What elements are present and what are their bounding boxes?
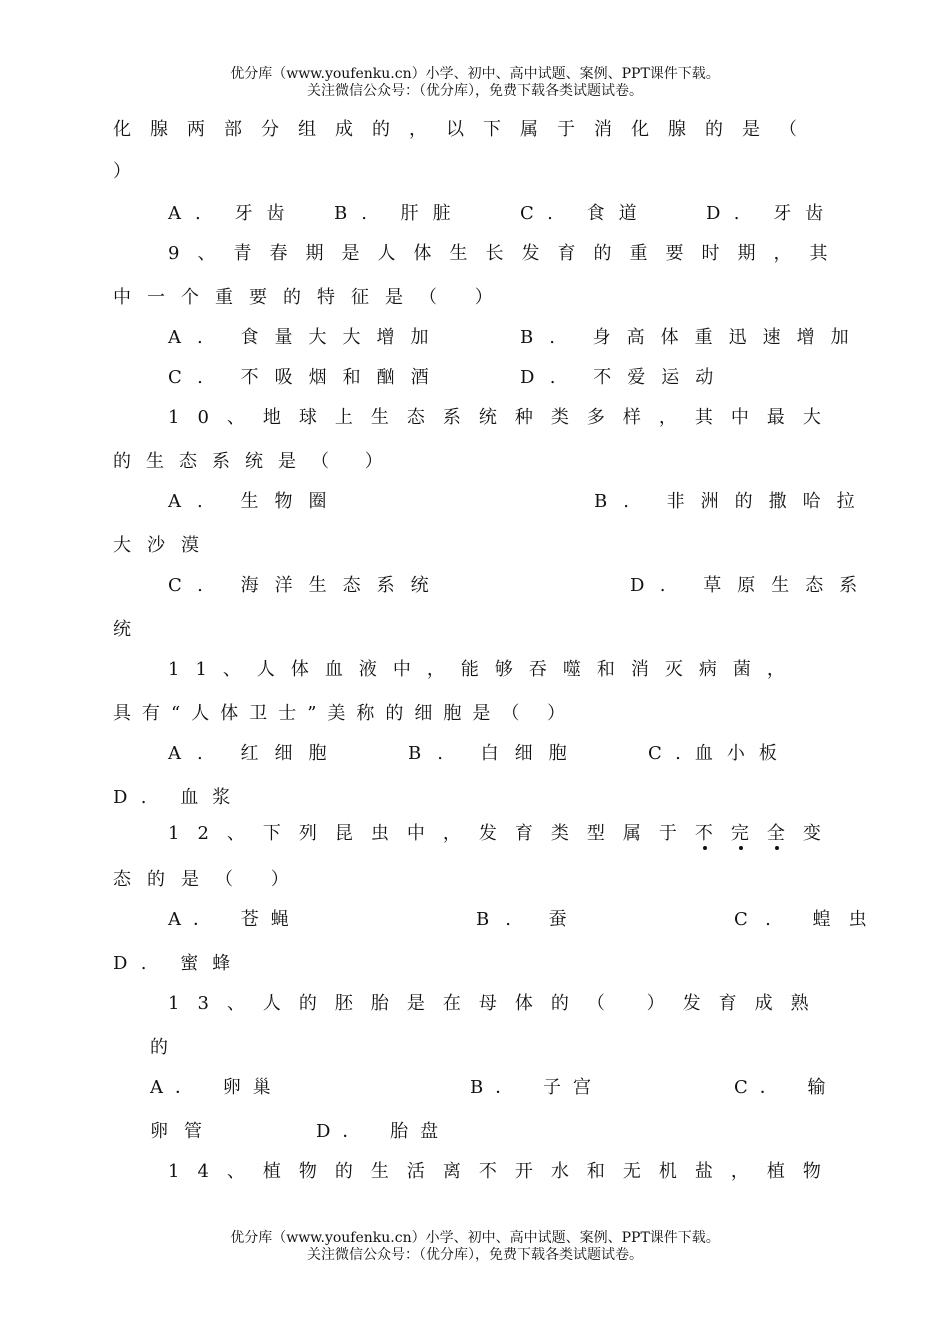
q8-stem-cont: 化腺两部分组成的，以下属于消化腺的是（ (113, 119, 816, 140)
q12-stem-text: 12、下列昆虫中，发育类型属于 (168, 823, 695, 844)
q13-stem-line-1: 13、人的胚胎是在母体的（ ）发育成熟 (168, 993, 827, 1014)
q13-option-d: D． 胎盘 (316, 1121, 451, 1142)
q9-option-d: D. 不爱运动 (520, 367, 730, 388)
q11-stem-line-2: 具有“人体卫士”美称的细胞是（ ） (113, 703, 577, 724)
emphasis-char-3: 全 (767, 822, 803, 846)
q12-option-b: B. 蚕 (476, 909, 583, 930)
q9-stem-line-2: 中一个重要的特征是（ ） (113, 287, 509, 308)
emphasis-char-1: 不 (695, 822, 731, 846)
q8-option-c: C. 食道 (520, 203, 651, 224)
q11-option-a: A. 红细胞 (168, 743, 343, 764)
q10-option-b-cont: 大沙漠 (113, 535, 215, 556)
q11-stem-line-1: 11、人体血液中，能够吞噬和消灭病菌， (168, 659, 801, 680)
q12-option-c: C. 蝗虫 (734, 909, 885, 930)
q8-option-a: A. 牙齿 (168, 203, 299, 224)
q11-option-d: D. 血浆 (113, 787, 245, 808)
footer-line-2: 关注微信公众号：（优分库），免费下载各类试题试卷。 (307, 1247, 643, 1263)
q9-option-b: B. 身高体重迅速增加 (520, 327, 865, 348)
q10-option-c: C. 海洋生态系统 (168, 575, 445, 596)
footer-line-1: 优分库（www.youfenku.cn）小学、初中、高中试题、案例、PPT课件下载。 (230, 1230, 720, 1246)
q14-stem-line-1: 14、植物的生活离不开水和无机盐，植物 (168, 1161, 839, 1182)
q12-option-d: D. 蜜蜂 (113, 953, 245, 974)
emphasis-dot (739, 846, 743, 850)
page-header (0, 66, 950, 100)
header-line-2: 关注微信公众号：（优分库），免费下载各类试题试卷。 (307, 83, 643, 99)
q8-option-d: D. 牙齿 (706, 203, 838, 224)
q12-stem-text-end: 变 (802, 823, 839, 844)
q10-option-d: D. 草原生态系 (630, 575, 874, 596)
emphasis-dot (775, 846, 779, 850)
q12-stem-line-2: 态的是（ ） (113, 869, 305, 890)
q9-option-c: C. 不吸烟和酗酒 (168, 367, 445, 388)
q13-stem-line-2: 的 (150, 1037, 168, 1058)
q8-option-b: B. 肝脏 (334, 203, 465, 224)
q10-stem-line-2: 的生态系统是（ ） (113, 451, 398, 472)
q13-option-c-cont: 卵管 (150, 1121, 218, 1142)
q8-stem-close: ） (113, 161, 131, 182)
q9-option-a: A. 食量大大增加 (168, 327, 445, 348)
q10-option-a: A. 生物圈 (168, 491, 343, 512)
header-line-1: 优分库（www.youfenku.cn）小学、初中、高中试题、案例、PPT课件下载。 (230, 66, 720, 82)
q13-option-b: B． 子宫 (470, 1077, 603, 1098)
q13-option-c: C． 输 (734, 1077, 838, 1098)
q11-option-b: B. 白细胞 (408, 743, 583, 764)
q12-option-a: A． 苍蝇 (168, 909, 301, 930)
q10-option-b: B. 非洲的撒哈拉 (594, 491, 871, 512)
emphasis-char-2: 完 (731, 822, 767, 846)
q11-option-c: C.血小板 (648, 743, 791, 764)
q10-stem-line-1: 10、地球上生态系统种类多样，其中最大 (168, 407, 839, 428)
emphasis-dot (703, 846, 707, 850)
q9-stem-line-1: 9、青春期是人体生长发育的重要时期，其 (168, 243, 846, 264)
q10-option-d-cont: 统 (113, 619, 131, 640)
q13-option-a: A． 卵巢 (150, 1077, 283, 1098)
page-footer (0, 1230, 950, 1264)
q12-stem-line-1 (168, 822, 839, 846)
